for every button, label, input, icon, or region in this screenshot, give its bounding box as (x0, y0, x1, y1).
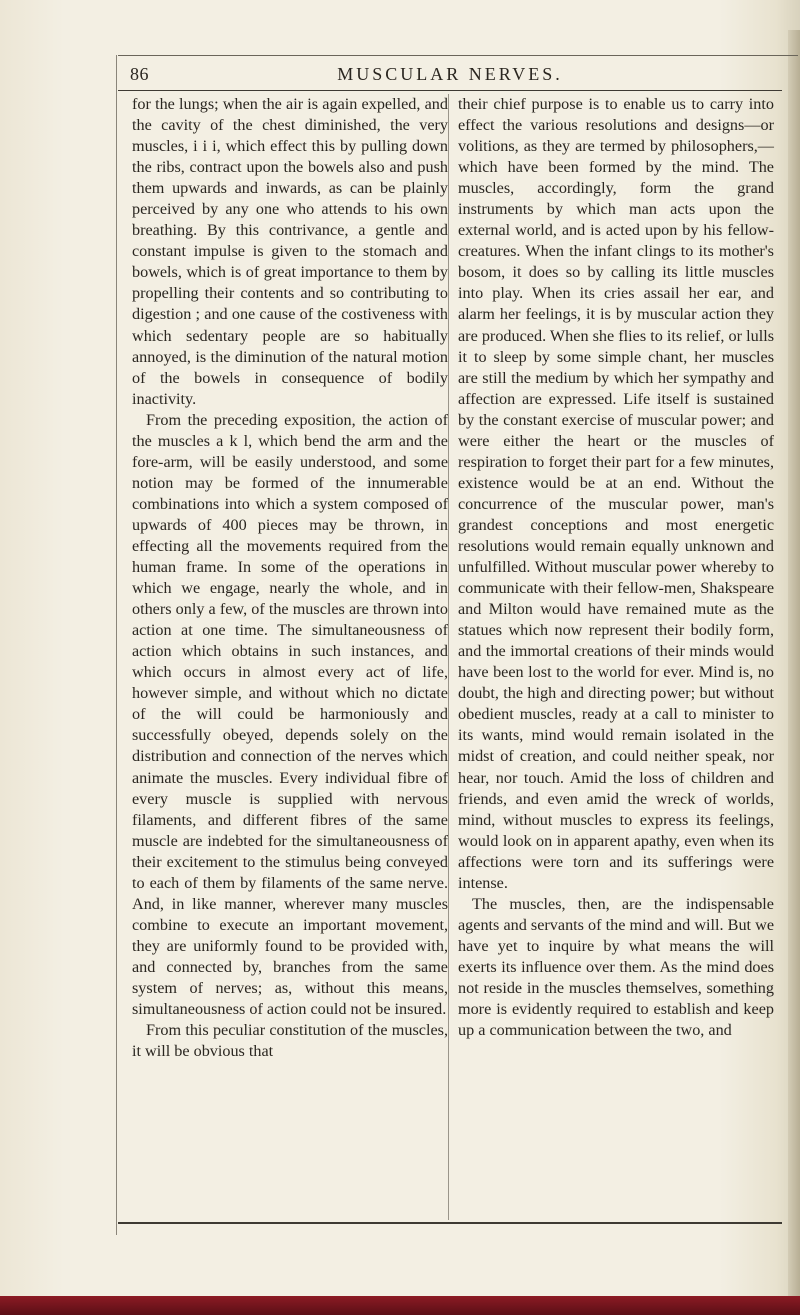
binding-strip (0, 1296, 800, 1315)
page-number: 86 (130, 64, 149, 84)
bottom-rule (118, 1222, 782, 1224)
header-rule (118, 90, 782, 91)
page-header (118, 60, 782, 92)
right-paragraph-2: The muscles, then, are the indispensable agents and servants of the mind and will. But we have yet to inquire by what means the will exerts its influence over them. As the mind does not reside in the muscles themselves, something more is evidently required to establish and keep up a communication between the two, and (458, 894, 774, 1040)
left-paragraph-1: for the lungs; when the air is again expelled, and the cavity of the chest diminished, the very muscles, i i i, which effect this by pulling down the ribs, contract upon the bowels also and push them upwards and inwards, as can be plainly perceived by any one who attends to his own breathing. By this contrivance, a gentle and constant impulse is given to the stomach and bowels, which is of great importance to them by propelling their contents and so contributing to digestion ; and one cause of the costiveness with which sedentary people are so habitually annoyed, is the diminution of the natural motion of the bowels in consequence of bodily inactivity. (132, 95, 448, 408)
left-text-column (132, 94, 448, 1062)
right-paragraph-1: their chief purpose is to enable us to carry into effect the various resolutions and designs—or volitions, as they are termed by philosophers,—which have been formed by the mind. The muscles, accordingly, form the grand instruments by which man acts upon the external world, and is acted upon by his fellow-creatures. When the infant clings to its mother's bosom, it does so by calling its little muscles into play. When its cries assail her ear, and alarm her feelings, it is by muscular action they are produced. When she flies to its relief, or lulls it to sleep by some simple chant, her muscles are still the medium by which her sympathy and affection are expressed. Life itself is sustained by the constant exercise of muscular power; and were either the heart or the muscles of respiration to forget their part for a few minutes, existence would be at an end. Without the concurrence of the muscular power, man's grandest conceptions and most energetic resolutions would remain equally unknown and unfulfilled. Without muscular power whereby to communicate with their fellow-men, Shakspeare and Milton would have remained mute as the statues which now represent their bodily form, and the immortal creations of their minds would have been lost to the world for ever. Mind is, no doubt, the high and directing power; but without obedient muscles, ready at a call to minister to its wants, mind would remain isolated in the midst of creation, and could neither speak, nor hear, nor touch. Amid the loss of children and friends, and even amid the wreck of worlds, mind, without muscles to express its feelings, would look on in apparent apathy, even when its affections were torn and its sufferings were intense. (458, 95, 774, 892)
top-border-line (118, 55, 798, 56)
left-paragraph-3: From this peculiar constitution of the muscles, it will be obvious that (132, 1021, 448, 1061)
page-edge-shadow (788, 30, 800, 1296)
running-head: MUSCULAR NERVES. (337, 64, 563, 84)
column-divider (448, 94, 449, 1220)
left-border-line (116, 55, 117, 1235)
left-paragraph-2: From the preceding exposition, the action of the muscles a k l, which bend the arm and the fore-arm, will be easily understood, and some notion may be formed of the innumerable combinations into which a system composed of upwards of 400 pieces may be thrown, in effecting all the movements required from the human frame. In some of the operations in which we engage, nearly the whole, and in others only a few, of the muscles are thrown into action at one time. The simultaneousness of action which obtains in such instances, and which occurs in almost every act of life, however simple, and without which no dictate of the will could be harmoniously and successfully obeyed, depends solely on the distribution and connection of the nerves which animate the muscles. Every individual fibre of every muscle is supplied with nervous filaments, and different fibres of the same muscle are indebted for the simultaneousness of their excitement to the stimulus being conveyed to each of them by filaments of the same nerve. And, in like manner, wherever many muscles combine to execute an important movement, they are uniformly found to be provided with, and connected by, branches from the same system of nerves; as, without this means, simultaneousness of action could not be insured. (132, 410, 448, 1019)
right-text-column (458, 94, 774, 1041)
